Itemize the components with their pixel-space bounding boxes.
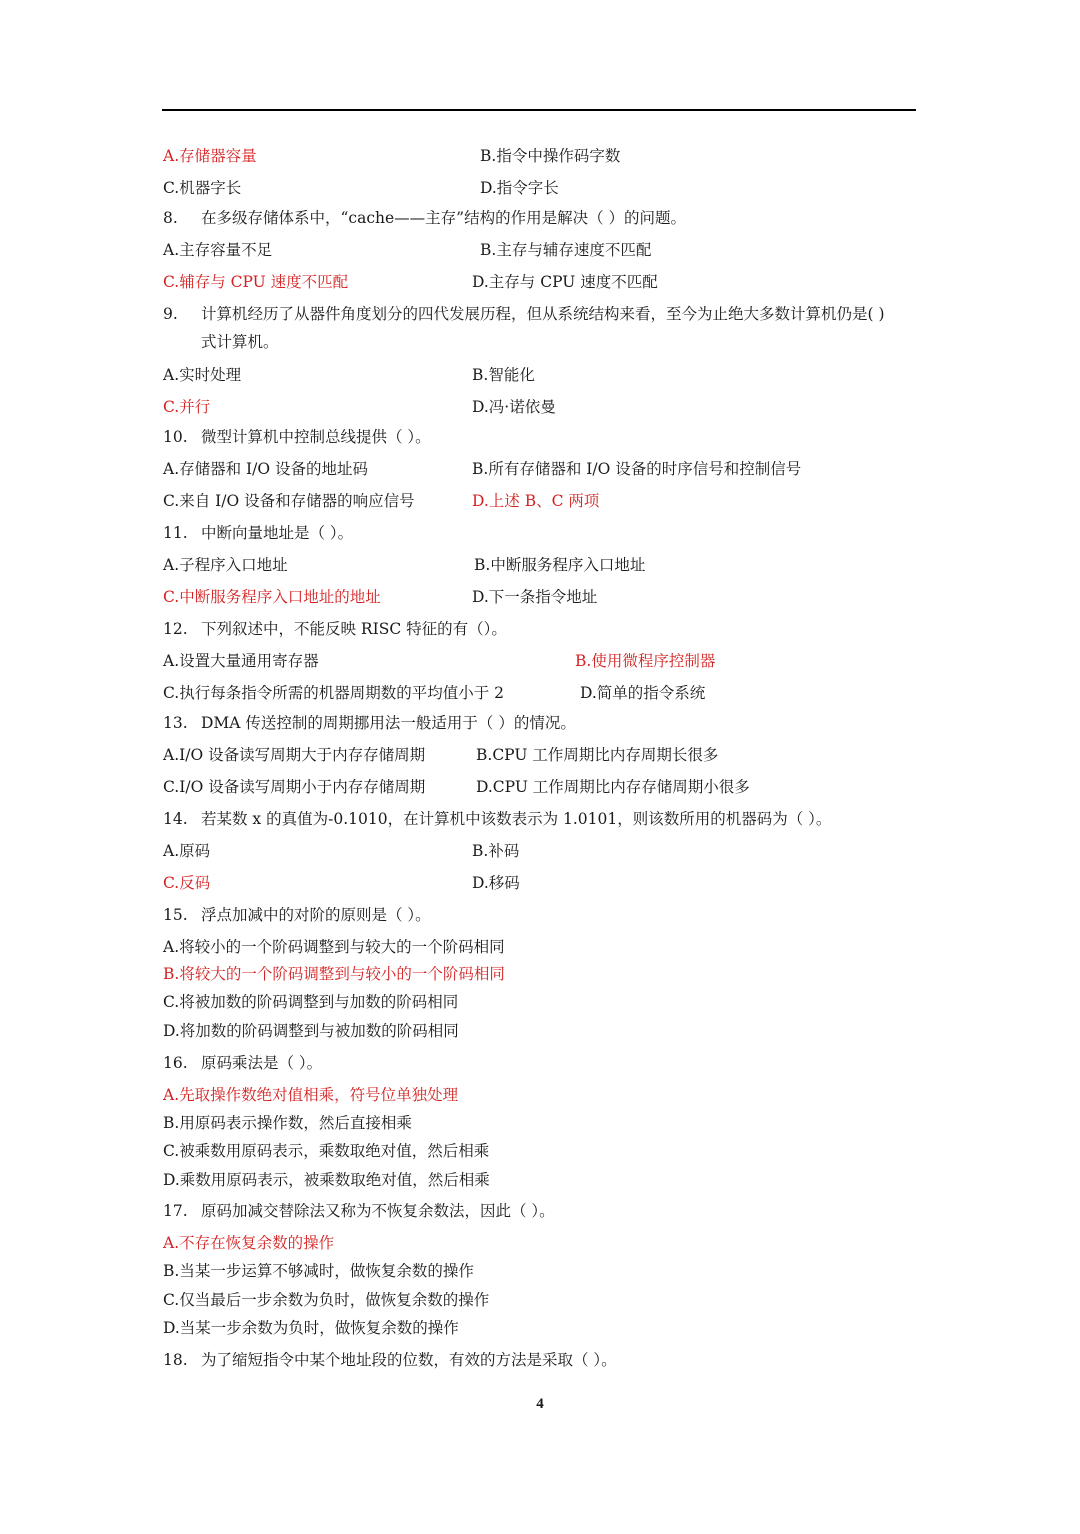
- q15-option-a: A.将较小的一个阶码调整到与较大的一个阶码相同: [163, 938, 505, 956]
- q13-option-c: C.I/O 设备读写周期小于内存存储周期: [163, 778, 426, 796]
- q11-option-b: B.中断服务程序入口地址: [474, 556, 646, 574]
- q10-text: 微型计算机中控制总线提供（ ）。: [201, 428, 431, 446]
- q16-option-d: D.乘数用原码表示，被乘数取绝对值，然后相乘: [163, 1171, 490, 1189]
- q15-number: 15.: [163, 906, 188, 924]
- q9-number: 9.: [163, 305, 178, 323]
- q13-option-b: B.CPU 工作周期比内存周期长很多: [476, 746, 719, 764]
- q9-option-a: A.实时处理: [163, 366, 242, 384]
- q9-text-continued: 式计算机。: [201, 333, 279, 351]
- q16-number: 16.: [163, 1054, 188, 1072]
- q17-stem: [163, 1201, 555, 1221]
- q8-option-a: A.主存容量不足: [163, 241, 273, 259]
- q11-option-d: D.下一条指令地址: [472, 588, 598, 606]
- page-number: 4: [536, 1396, 544, 1412]
- header-rule: [162, 109, 916, 111]
- q16-option-a: A.先取操作数绝对值相乘，符号位单独处理: [163, 1086, 459, 1104]
- q17-option-d: D.当某一步余数为负时，做恢复余数的操作: [163, 1319, 459, 1337]
- q12-text: 下列叙述中，不能反映 RISC 特征的有（）。: [201, 620, 507, 638]
- q10-option-b: B.所有存储器和 I/O 设备的时序信号和控制信号: [472, 460, 802, 478]
- q8-option-c: C.辅存与 CPU 速度不匹配: [163, 273, 349, 291]
- q14-option-d: D.移码: [472, 874, 520, 892]
- q15-stem: [163, 905, 431, 925]
- q11-number: 11.: [163, 524, 188, 542]
- q8-option-b: B.主存与辅存速度不匹配: [480, 241, 652, 259]
- q12-option-a: A.设置大量通用寄存器: [163, 652, 319, 670]
- q17-number: 17.: [163, 1202, 188, 1220]
- q8-text: 在多级存储体系中，“cache——主存”结构的作用是解决（ ）的问题。: [201, 209, 687, 227]
- q15-option-b: B.将较大的一个阶码调整到与较小的一个阶码相同: [163, 965, 505, 983]
- q17-text: 原码加减交替除法又称为不恢复余数法，因此（ ）。: [201, 1202, 555, 1220]
- q8-stem: [163, 208, 686, 228]
- q9-option-d: D.冯·诺依曼: [472, 398, 556, 416]
- q7-option-c: C.机器字长: [163, 179, 242, 197]
- q15-option-c: C.将被加数的阶码调整到与加数的阶码相同: [163, 993, 459, 1011]
- q12-option-b: B.使用微程序控制器: [575, 652, 716, 670]
- q13-option-d: D.CPU 工作周期比内存存储周期小很多: [476, 778, 750, 796]
- q11-text: 中断向量地址是（ ）。: [201, 524, 354, 542]
- q14-option-c: C.反码: [163, 874, 211, 892]
- q9-stem: [163, 304, 885, 324]
- q15-text: 浮点加减中的对阶的原则是（ ）。: [201, 906, 431, 924]
- q12-number: 12.: [163, 620, 188, 638]
- q16-option-b: B.用原码表示操作数，然后直接相乘: [163, 1114, 412, 1132]
- q12-option-d: D.简单的指令系统: [580, 684, 706, 702]
- q8-option-d: D.主存与 CPU 速度不匹配: [472, 273, 658, 291]
- q16-stem: [163, 1053, 322, 1073]
- q18-text: 为了缩短指令中某个地址段的位数，有效的方法是采取（ ）。: [201, 1351, 617, 1369]
- q9-option-c: C.并行: [163, 398, 211, 416]
- q15-option-d: D.将加数的阶码调整到与被加数的阶码相同: [163, 1022, 459, 1040]
- q11-stem: [163, 523, 353, 543]
- q17-option-b: B.当某一步运算不够减时，做恢复余数的操作: [163, 1262, 474, 1280]
- q11-option-c: C.中断服务程序入口地址的地址: [163, 588, 381, 606]
- q18-number: 18.: [163, 1351, 188, 1369]
- q16-option-c: C.被乘数用原码表示，乘数取绝对值，然后相乘: [163, 1142, 490, 1160]
- q12-stem: [163, 619, 507, 639]
- q10-number: 10.: [163, 428, 188, 446]
- q9-option-b: B.智能化: [472, 366, 535, 384]
- q14-option-a: A.原码: [163, 842, 211, 860]
- q14-option-b: B.补码: [472, 842, 520, 860]
- q14-text: 若某数 x 的真值为-0.1010，在计算机中该数表示为 1.0101，则该数所用的机器码为（ ）。: [201, 810, 832, 828]
- q16-text: 原码乘法是（ ）。: [201, 1054, 323, 1072]
- q18-stem: [163, 1350, 617, 1370]
- q13-number: 13.: [163, 714, 188, 732]
- q13-option-a: A.I/O 设备读写周期大于内存存储周期: [163, 746, 426, 764]
- q11-option-a: A.子程序入口地址: [163, 556, 288, 574]
- q10-option-d: D.上述 B、C 两项: [472, 492, 600, 510]
- q10-option-a: A.存储器和 I/O 设备的地址码: [163, 460, 369, 478]
- q7-option-d: D.指令字长: [480, 179, 559, 197]
- q10-option-c: C.来自 I/O 设备和存储器的响应信号: [163, 492, 415, 510]
- q17-option-c: C.仅当最后一步余数为负时，做恢复余数的操作: [163, 1291, 490, 1309]
- q12-option-c: C.执行每条指令所需的机器周期数的平均值小于 2: [163, 684, 505, 702]
- q7-option-a: A.存储器容量: [163, 147, 257, 165]
- q13-text: DMA 传送控制的周期挪用法一般适用于（ ）的情况。: [201, 714, 576, 732]
- q10-stem: [163, 427, 431, 447]
- q14-number: 14.: [163, 810, 188, 828]
- q9-text: 计算机经历了从器件角度划分的四代发展历程，但从系统结构来看，至今为止绝大多数计算机仍是( ): [201, 305, 885, 323]
- q8-number: 8.: [163, 209, 178, 227]
- q14-stem: [163, 809, 831, 829]
- q13-stem: [163, 713, 576, 733]
- q7-option-b: B.指令中操作码字数: [480, 147, 621, 165]
- q17-option-a: A.不存在恢复余数的操作: [163, 1234, 335, 1252]
